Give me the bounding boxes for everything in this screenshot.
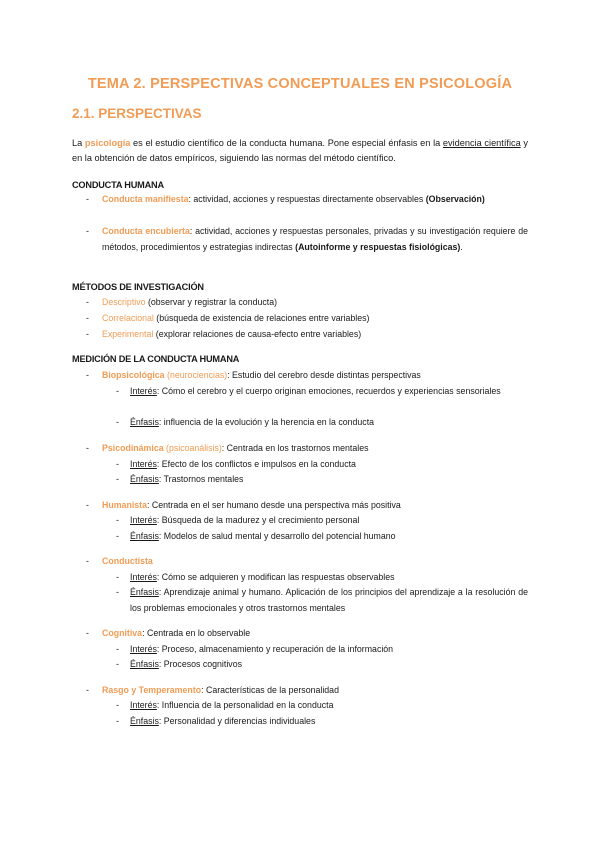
item-term: Conducta manifiesta [102,194,189,204]
item-bold: (Autoinforme y respuestas fisiológicas) [295,241,461,252]
dash-marker: - [116,531,119,541]
item-term: Experimental [102,329,154,339]
item-term: Conducta encubierta [102,226,190,236]
dash-marker: - [86,329,89,339]
sub-text: : influencia de la evolución y la herencia en la conducta [158,417,375,427]
item-term: Conductista [102,556,153,566]
dash-marker: - [116,417,119,427]
intro-term: psicología [84,138,131,148]
item-text: : Centrada en el ser humano desde una perspectiva más positiva [146,500,401,510]
dash-marker: - [116,572,119,582]
sub-key: Énfasis [130,716,159,726]
sub-key: Interés [130,515,157,525]
sub-text: : Cómo el cerebro y el cuerpo originan emociones, recuerdos y experiencias sensoriales [156,386,501,396]
item-paren: (neurociencias) [164,370,228,380]
sub-key: Interés [130,386,157,396]
sub-key: Énfasis [130,417,159,427]
sub-text: : Proceso, almacenamiento y recuperación de la información [156,644,394,654]
dash-marker: - [116,644,119,654]
sub-text: : Búsqueda de la madurez y el crecimiento personal [156,515,360,525]
dash-marker: - [116,587,119,597]
item-term: Psicodinámica [102,443,164,453]
dash-marker: - [116,700,119,710]
sub-text: : Personalidad y diferencias individuales [158,716,316,726]
item-tail: . [460,241,463,252]
sub-text: : Trastornos mentales [158,474,244,484]
dash-marker: - [86,370,89,380]
intro-text-3: y en la obtención de datos empíricos, siguiendo las normas del método científico. [72,138,528,163]
sub-key: Interés [130,644,157,654]
dash-marker: - [86,313,89,323]
sub-key: Énfasis [130,474,159,484]
item-term: Cognitiva [102,628,143,638]
intro-text-1: La [72,138,85,148]
dash-marker: - [86,297,89,307]
item-text: (observar y registrar la conducta) [145,297,278,307]
item-text: : actividad, acciones y respuestas personales, privadas y su investigación requiere de métodos, procedimientos y estrategias indirectas [102,226,528,252]
medicion-heading: MEDICIÓN DE LA CONDUCTA HUMANA [72,354,240,364]
item-paren: (psicoanálisis) [163,443,222,453]
sub-text: : Cómo se adquieren y modifican las respuestas observables [156,572,395,582]
conducta-heading: CONDUCTA HUMANA [72,180,164,190]
item-term: Biopsicológica [102,370,165,380]
item-text: : Centrada en lo observable [142,628,251,638]
dash-marker: - [116,474,119,484]
dash-marker: - [116,515,119,525]
dash-marker: - [116,386,119,396]
sub-key: Énfasis [130,587,159,597]
item-text: (búsqueda de existencia de relaciones entre variables) [153,313,370,323]
page-title: TEMA 2. PERSPECTIVAS CONCEPTUALES EN PSICOLOGÍA [87,76,513,92]
item-term: Humanista [102,500,147,510]
metodos-heading: MÉTODOS DE INVESTIGACIÓN [72,282,204,292]
item-term: Rasgo y Temperamento [102,685,202,695]
dash-marker: - [86,500,89,510]
dash-marker: - [116,659,119,669]
dash-marker: - [116,459,119,469]
dash-marker: - [86,556,89,566]
item-text: : Centrada en los trastornos mentales [221,443,369,453]
dash-marker: - [86,628,89,638]
sub-text: : Procesos cognitivos [158,659,242,669]
dash-marker: - [86,685,89,695]
sub-key: Interés [130,700,157,710]
item-term: Descriptivo [102,297,146,307]
sub-text: : Efecto de los conflictos e impulsos en la conducta [156,459,356,469]
sub-key: Interés [130,459,157,469]
item-text: (explorar relaciones de causa-efecto entre variables) [153,329,362,339]
item-text: : Estudio del cerebro desde distintas perspectivas [227,370,421,380]
sub-key: Énfasis [130,659,159,669]
sub-text: : Aprendizaje animal y humano. Aplicación de los principios del aprendizaje a la resolución de los problemas emocionales y otros trastornos mentales [130,587,528,613]
sub-key: Énfasis [130,531,159,541]
item-bold: (Observación) [425,194,485,204]
intro-paragraph [72,136,528,166]
sub-text: : Influencia de la personalidad en la conducta [156,700,334,710]
section-heading: 2.1. PERSPECTIVAS [72,106,202,121]
dash-marker: - [116,716,119,726]
dash-marker: - [86,194,89,204]
item-text: : actividad, acciones y respuestas directamente observables [188,194,426,204]
sub-key: Interés [130,572,157,582]
intro-text-2: es el estudio científico de la conducta humana. Pone especial énfasis en la [130,138,443,148]
dash-marker: - [86,443,89,453]
item-text: : Características de la personalidad [201,685,339,695]
dash-marker: - [86,226,89,236]
intro-underlined: evidencia científica [442,138,521,148]
sub-text: : Modelos de salud mental y desarrollo del potencial humano [158,531,396,541]
item-term: Correlacional [102,313,154,323]
